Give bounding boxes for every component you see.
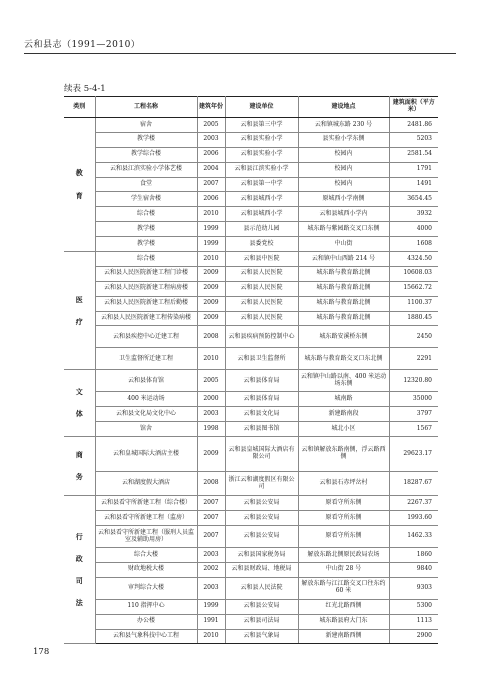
area-cell: 2450	[389, 326, 438, 348]
area-cell: 15662.72	[389, 281, 438, 296]
year-cell: 2009	[197, 437, 225, 472]
unit-cell: 云和县公安局	[225, 599, 298, 614]
table-row	[64, 472, 438, 496]
location-cell: 云和县城西小学内	[298, 207, 389, 222]
unit-cell: 县示范幼儿园	[225, 222, 298, 237]
area-cell: 2581.54	[389, 147, 438, 162]
location-cell: 原看守所东侧	[298, 496, 389, 511]
project-name-cell: 云和皇城国际大酒店主楼	[95, 437, 197, 472]
location-cell: 城南路	[298, 392, 389, 407]
year-cell: 2006	[197, 192, 225, 207]
category-char: 疗	[75, 316, 83, 326]
unit-cell: 云和县人民医院	[225, 311, 298, 326]
unit-cell: 云和县人民医院	[225, 266, 298, 281]
unit-cell: 云和县城西小学	[225, 207, 298, 222]
location-cell: 城北小区	[298, 422, 389, 437]
unit-cell: 云和县体育局	[225, 392, 298, 407]
location-cell: 城东路安溪桥东侧	[298, 326, 389, 348]
area-cell: 5203	[389, 132, 438, 147]
unit-cell: 云和县司法局	[225, 614, 298, 629]
project-name-cell: 综合楼	[95, 207, 197, 222]
table-header-row	[64, 97, 438, 118]
year-cell: 2003	[197, 548, 225, 563]
area-cell: 1993.60	[389, 511, 438, 526]
unit-cell: 云和县江滨实验小学	[225, 162, 298, 177]
table-row	[64, 162, 438, 177]
year-cell: 2006	[197, 147, 225, 162]
category-char: 教	[75, 168, 83, 178]
area-cell: 1608	[389, 237, 438, 252]
table-row	[64, 496, 438, 511]
project-name-cell: 综合大楼	[95, 548, 197, 563]
year-cell: 2010	[197, 629, 225, 644]
project-name-cell: 学生宿舍楼	[95, 192, 197, 207]
location-cell: 城东路与教育路北侧	[298, 311, 389, 326]
area-cell: 9303	[389, 577, 438, 599]
area-cell: 1567	[389, 422, 438, 437]
project-name-cell: 食堂	[95, 177, 197, 192]
area-cell: 3932	[389, 207, 438, 222]
page-number: 178	[33, 647, 50, 657]
col-header-year: 建筑年份	[197, 97, 225, 118]
location-cell: 城东路县府大门东	[298, 614, 389, 629]
unit-cell: 云和县中医院	[225, 252, 298, 267]
unit-cell: 云和县第三中学	[225, 118, 298, 133]
location-cell: 原城西小学南侧	[298, 192, 389, 207]
table-row	[64, 629, 438, 644]
category-char: 行	[75, 531, 83, 541]
header-rule	[24, 53, 456, 54]
table-row	[64, 326, 438, 348]
table-row	[64, 614, 438, 629]
category-cell	[64, 370, 95, 437]
area-cell: 5300	[389, 599, 438, 614]
unit-cell: 云和县图书馆	[225, 422, 298, 437]
unit-cell: 云和县公安局	[225, 526, 298, 548]
unit-cell: 云和县人民法院	[225, 577, 298, 599]
unit-cell: 云和县公安局	[225, 511, 298, 526]
unit-cell: 县委党校	[225, 237, 298, 252]
category-char: 法	[75, 597, 83, 607]
year-cell: 2009	[197, 296, 225, 311]
year-cell: 1999	[197, 599, 225, 614]
year-cell: 2003	[197, 407, 225, 422]
project-name-cell: 教学楼	[95, 132, 197, 147]
location-cell: 原看守所东侧	[298, 526, 389, 548]
year-cell: 2003	[197, 577, 225, 599]
location-cell: 城东路与教育路北侧	[298, 296, 389, 311]
location-cell: 校园内	[298, 162, 389, 177]
unit-cell: 云和县国家税务局	[225, 548, 298, 563]
project-name-cell: 云和县人民医院新建工程后勤楼	[95, 296, 197, 311]
table-row	[64, 296, 438, 311]
project-name-cell: 云和县看守所新建工程（综合楼）	[95, 496, 197, 511]
year-cell: 2008	[197, 326, 225, 348]
table-row	[64, 407, 438, 422]
unit-cell: 云和县第一中学	[225, 177, 298, 192]
area-cell: 1491	[389, 177, 438, 192]
project-name-cell: 宿舍	[95, 118, 197, 133]
category-cell	[64, 496, 95, 644]
year-cell: 2010	[197, 207, 225, 222]
location-cell: 城东路与紫园路交叉口东侧	[298, 222, 389, 237]
year-cell: 2010	[197, 252, 225, 267]
year-cell: 2007	[197, 511, 225, 526]
project-name-cell: 云和县体育馆	[95, 370, 197, 392]
project-name-cell: 教学楼	[95, 237, 197, 252]
location-cell: 城东路与教育路北侧	[298, 266, 389, 281]
table-row	[64, 562, 438, 577]
category-char: 商	[75, 450, 83, 460]
year-cell: 2000	[197, 392, 225, 407]
location-cell: 校园内	[298, 177, 389, 192]
unit-cell: 浙江云和湖度假区有限公司	[225, 472, 298, 496]
table-row	[64, 147, 438, 162]
year-cell: 2003	[197, 132, 225, 147]
location-cell: 中山街	[298, 237, 389, 252]
area-cell: 4324.50	[389, 252, 438, 267]
location-cell: 云和镇中山西路 214 号	[298, 252, 389, 267]
area-cell: 1791	[389, 162, 438, 177]
category-char: 医	[75, 294, 83, 304]
table-row	[64, 237, 438, 252]
construction-table	[64, 96, 438, 644]
year-cell: 2007	[197, 177, 225, 192]
area-cell: 2291	[389, 348, 438, 370]
project-name-cell: 云和县看守所新建工程（监房）	[95, 511, 197, 526]
area-cell: 18287.67	[389, 472, 438, 496]
category-cell	[64, 252, 95, 370]
project-name-cell: 110 指挥中心	[95, 599, 197, 614]
project-name-cell: 办公楼	[95, 614, 197, 629]
year-cell: 2009	[197, 266, 225, 281]
unit-cell: 云和县气象局	[225, 629, 298, 644]
page-header: 云和县志（1991—2010）	[24, 40, 141, 50]
location-cell: 新建南路西侧	[298, 629, 389, 644]
category-char: 文	[75, 387, 83, 397]
project-name-cell: 综合楼	[95, 252, 197, 267]
area-cell: 4000	[389, 222, 438, 237]
area-cell: 1100.37	[389, 296, 438, 311]
category-char: 司	[75, 575, 83, 585]
year-cell: 2007	[197, 526, 225, 548]
category-char: 政	[75, 553, 83, 563]
project-name-cell: 云和县文化局文化中心	[95, 407, 197, 422]
year-cell: 2010	[197, 348, 225, 370]
project-name-cell: 云和湖度假大酒店	[95, 472, 197, 496]
project-name-cell: 云和县江滨实验小学体艺楼	[95, 162, 197, 177]
location-cell: 云和镇解放东路南侧，浮云路西侧	[298, 437, 389, 472]
table-row	[64, 266, 438, 281]
area-cell: 3654.45	[389, 192, 438, 207]
location-cell: 中山街 28 号	[298, 562, 389, 577]
col-header-category: 类别	[64, 97, 95, 118]
project-name-cell: 教学综合楼	[95, 147, 197, 162]
project-name-cell: 卫生监督所迁建工程	[95, 348, 197, 370]
location-cell: 原看守所东侧	[298, 511, 389, 526]
unit-cell: 云和县卫生监督所	[225, 348, 298, 370]
location-cell: 云和镇中山路以南、400 米运动场东侧	[298, 370, 389, 392]
year-cell: 1999	[197, 222, 225, 237]
project-name-cell: 云和县疾控中心迁建工程	[95, 326, 197, 348]
area-cell: 1880.45	[389, 311, 438, 326]
location-cell: 新建路南段	[298, 407, 389, 422]
location-cell: 解放东路与江江路交叉口往东约 60 米	[298, 577, 389, 599]
location-cell: 云和镇城东路 230 号	[298, 118, 389, 133]
area-cell: 12320.80	[389, 370, 438, 392]
unit-cell: 云和县体育局	[225, 370, 298, 392]
location-cell: 城东路与教育路北侧	[298, 281, 389, 296]
table-row	[64, 437, 438, 472]
table-body	[64, 118, 438, 644]
area-cell: 9840	[389, 562, 438, 577]
category-cell	[64, 118, 95, 252]
project-name-cell: 教学楼	[95, 222, 197, 237]
project-name-cell: 审判综合大楼	[95, 577, 197, 599]
table-row	[64, 348, 438, 370]
location-cell: 云和县石赤坪岔村	[298, 472, 389, 496]
year-cell: 2005	[197, 370, 225, 392]
year-cell: 2004	[197, 162, 225, 177]
year-cell: 1999	[197, 237, 225, 252]
table-row	[64, 548, 438, 563]
area-cell: 2900	[389, 629, 438, 644]
project-name-cell: 400 米运动场	[95, 392, 197, 407]
area-cell: 2481.86	[389, 118, 438, 133]
table-row	[64, 370, 438, 392]
category-char: 体	[75, 409, 83, 419]
project-name-cell: 馆舍	[95, 422, 197, 437]
table-row	[64, 422, 438, 437]
table-row	[64, 177, 438, 192]
category-char: 育	[75, 190, 83, 200]
table-row	[64, 222, 438, 237]
location-cell: 县实验小学东侧	[298, 132, 389, 147]
location-cell: 校园内	[298, 147, 389, 162]
category-cell	[64, 437, 95, 496]
table-caption: 续表 5-4-1	[64, 84, 106, 94]
project-name-cell: 云和县看守所新建工程（服刑人员监室及辅助用房）	[95, 526, 197, 548]
unit-cell: 云和县文化局	[225, 407, 298, 422]
table-row	[64, 207, 438, 222]
col-header-location: 建设地点	[298, 97, 389, 118]
project-name-cell: 云和县人民医院新建工程病房楼	[95, 281, 197, 296]
category-char: 务	[75, 472, 83, 482]
unit-cell: 云和县财政局、地税局	[225, 562, 298, 577]
area-cell: 3797	[389, 407, 438, 422]
area-cell: 1113	[389, 614, 438, 629]
year-cell: 2009	[197, 311, 225, 326]
table-row	[64, 599, 438, 614]
unit-cell: 云和县城西小学	[225, 192, 298, 207]
area-cell: 1860	[389, 548, 438, 563]
table-row	[64, 577, 438, 599]
location-cell: 城东路与教育路交叉口东北侧	[298, 348, 389, 370]
table-row	[64, 252, 438, 267]
unit-cell: 云和县实验小学	[225, 132, 298, 147]
area-cell: 10608.03	[389, 266, 438, 281]
table-row	[64, 192, 438, 207]
unit-cell: 云和县人民医院	[225, 281, 298, 296]
year-cell: 2009	[197, 281, 225, 296]
project-name-cell: 云和县气象科技中心工程	[95, 629, 197, 644]
table-row	[64, 132, 438, 147]
unit-cell: 云和县实验小学	[225, 147, 298, 162]
unit-cell: 云和县疾病预防控制中心	[225, 326, 298, 348]
unit-cell: 云和县人民医院	[225, 296, 298, 311]
area-cell: 1462.33	[389, 526, 438, 548]
table-row	[64, 281, 438, 296]
table-row	[64, 118, 438, 133]
year-cell: 2008	[197, 472, 225, 496]
location-cell: 解放东路北侧原民政局农场	[298, 548, 389, 563]
col-header-unit: 建设单位	[225, 97, 298, 118]
table-row	[64, 392, 438, 407]
year-cell: 2005	[197, 118, 225, 133]
year-cell: 2007	[197, 496, 225, 511]
location-cell: 红光北路西侧	[298, 599, 389, 614]
year-cell: 1998	[197, 422, 225, 437]
table-row	[64, 311, 438, 326]
unit-cell: 云和县公安局	[225, 496, 298, 511]
col-header-area: 建筑面积（平方米）	[389, 97, 438, 118]
project-name-cell: 云和县人民医院新建工程传染病楼	[95, 311, 197, 326]
year-cell: 1991	[197, 614, 225, 629]
project-name-cell: 云和县人民医院新建工程门诊楼	[95, 266, 197, 281]
unit-cell: 云和县皇城国际大酒店有限公司	[225, 437, 298, 472]
col-header-name: 工程名称	[95, 97, 197, 118]
table-row	[64, 526, 438, 548]
area-cell: 29623.17	[389, 437, 438, 472]
area-cell: 2267.37	[389, 496, 438, 511]
table-row	[64, 511, 438, 526]
year-cell: 2002	[197, 562, 225, 577]
area-cell: 35000	[389, 392, 438, 407]
project-name-cell: 财政地税大楼	[95, 562, 197, 577]
